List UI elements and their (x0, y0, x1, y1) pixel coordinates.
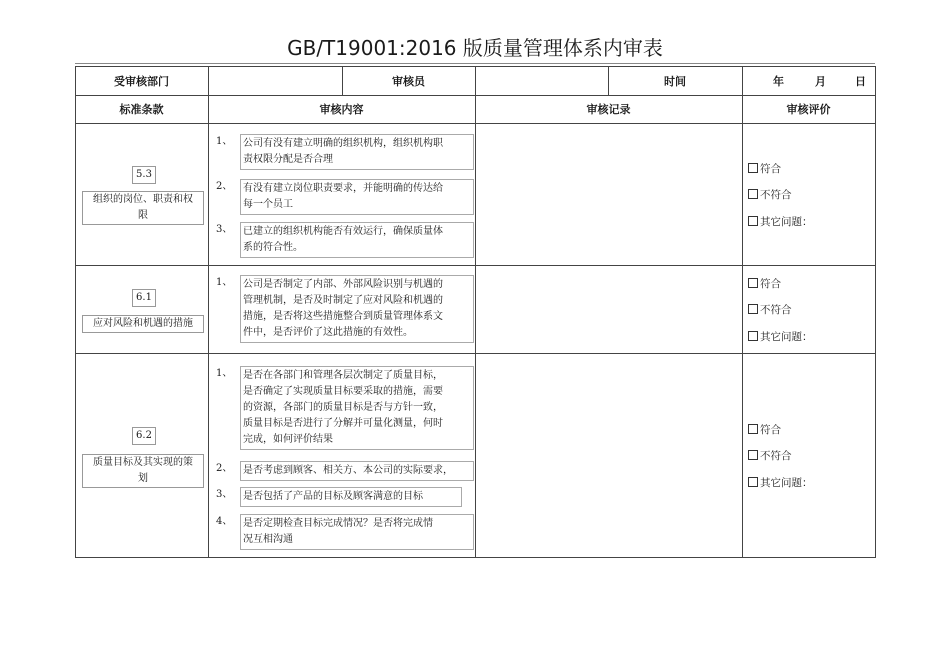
option-nonconform[interactable]: 不符合 (748, 303, 792, 317)
checkbox-icon (748, 278, 758, 288)
dept-field[interactable] (209, 67, 341, 94)
checkbox-icon (748, 304, 758, 314)
day-label: 日 (855, 75, 866, 88)
audit-record-field[interactable] (476, 124, 741, 264)
auditor-label: 审核员 (392, 74, 425, 88)
month-label: 月 (815, 75, 826, 88)
clause-number: 6.2 (132, 427, 156, 445)
audit-item: 1、 公司是否制定了内部、外部风险识别与机遇的 管理机制，是否及时制定了应对风险和机遇的 措施，是否将这些措施整合到质量管理体系文 件中，是否评价了这此措施的有效性。 (216, 275, 472, 345)
option-other[interactable]: 其它问题： (748, 215, 813, 229)
audit-record-field[interactable] (476, 266, 741, 352)
option-nonconform[interactable]: 不符合 (748, 449, 792, 463)
audit-item: 2、 有没有建立岗位职责要求，并能明确的传达给 每一个员工 (216, 179, 472, 213)
clause-title: 组织的岗位、职责和权 限 (82, 191, 204, 225)
checkbox-icon (748, 424, 758, 434)
option-conform[interactable]: 符合 (748, 423, 781, 437)
checkbox-icon (748, 216, 758, 226)
year-label: 年 (773, 75, 784, 88)
option-conform[interactable]: 符合 (748, 162, 781, 176)
option-other[interactable]: 其它问题： (748, 476, 813, 490)
audit-item: 3、 已建立的组织机构能否有效运行，确保质量体 系的符合性。 (216, 222, 472, 256)
col-evaluation-header: 审核评价 (786, 103, 831, 116)
form-title: GB/T19001:2016 版质量管理体系内审表 (287, 36, 663, 60)
audit-item: 1、 公司有没有建立明确的组织机构，组织机构职 责权限分配是否合理 (216, 134, 472, 168)
clause-number: 5.3 (132, 166, 156, 184)
col-record-header: 审核记录 (586, 103, 631, 116)
col-content-header: 审核内容 (319, 103, 364, 116)
checkbox-icon (748, 163, 758, 173)
checkbox-icon (748, 450, 758, 460)
col-clause-header: 标准条款 (119, 103, 164, 116)
audit-record-field[interactable] (476, 354, 741, 556)
option-conform[interactable]: 符合 (748, 277, 781, 291)
checkbox-icon (748, 189, 758, 199)
option-nonconform[interactable]: 不符合 (748, 188, 792, 202)
audit-item: 3、 是否包括了产品的目标及顾客满意的目标 (216, 487, 472, 505)
audit-item: 4、 是否定期检查目标完成情况？是否将完成情 况互相沟通 (216, 514, 472, 548)
option-other[interactable]: 其它问题： (748, 330, 813, 344)
time-label: 时间 (664, 74, 686, 88)
checkbox-icon (748, 331, 758, 341)
date-field[interactable] (743, 67, 874, 94)
clause-title: 应对风险和机遇的措施 (82, 315, 204, 333)
audit-item: 2、 是否考虑到顾客、相关方、本公司的实际要求， (216, 461, 472, 479)
audit-item: 1、 是否在各部门和管理各层次制定了质量目标， 是否确定了实现质量目标要采取的措施，需要 的资源，各部门的质量目标是否与方针一致， 质量目标是否进行了分解并可量化测量，何时 完成，如何评价结果 (216, 366, 472, 452)
dept-label: 受审核部门 (114, 74, 169, 88)
clause-number: 6.1 (132, 289, 156, 307)
title-rule (75, 63, 875, 64)
checkbox-icon (748, 477, 758, 487)
clause-title: 质量目标及其实现的策 划 (82, 454, 204, 488)
auditor-field[interactable] (476, 67, 607, 94)
